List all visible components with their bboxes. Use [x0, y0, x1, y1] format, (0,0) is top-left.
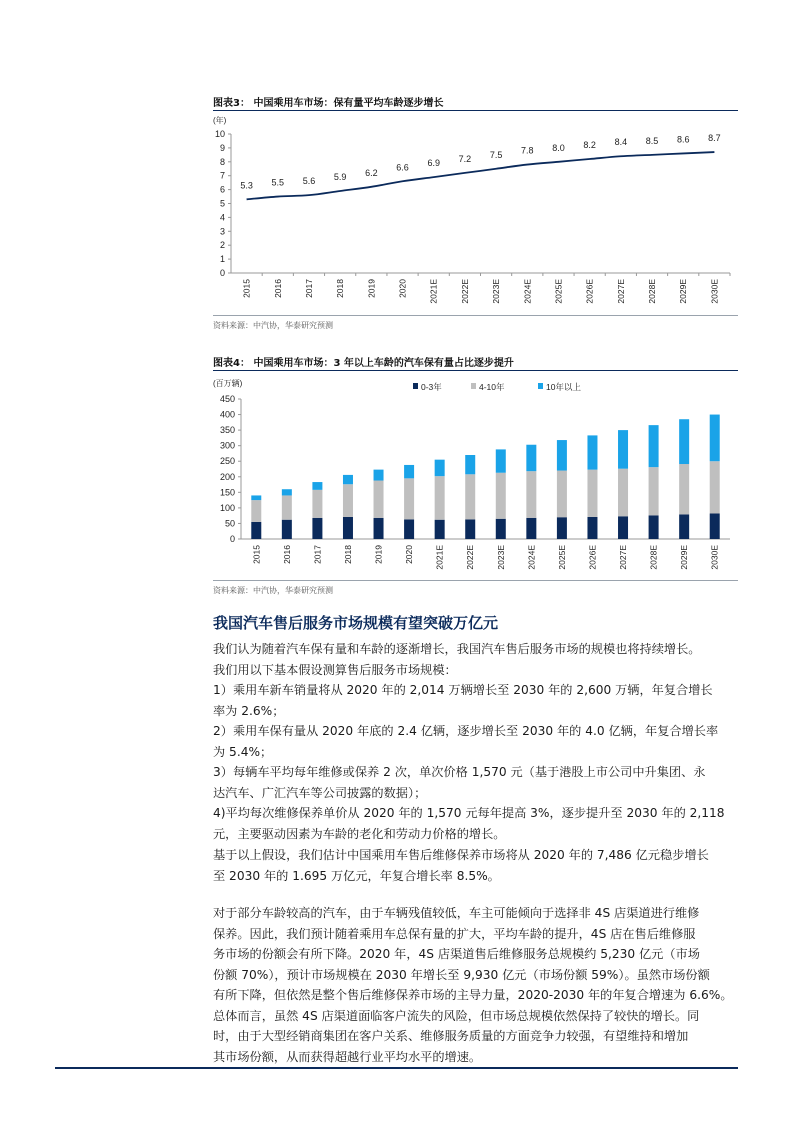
- bar-segment: [710, 461, 720, 513]
- y-tick-label: 0: [219, 268, 225, 278]
- data-label: 8.6: [676, 134, 690, 145]
- x-tick-label: 2024E: [522, 279, 533, 304]
- y-tick-label: 450: [219, 394, 235, 404]
- text-line: 达汽车、广汇汽车等公司披露的数据）；: [213, 785, 427, 800]
- bar-segment: [435, 476, 445, 520]
- bar-segment: [496, 519, 506, 539]
- x-tick-label: 2021E: [428, 279, 439, 304]
- text-line: 务市场的份额会有所下降。2020 年，4S 店渠道售后维修服务总规模约 5,230 亿元（市场: [213, 947, 700, 961]
- y-tick-label: 4: [219, 212, 225, 223]
- y-tick-label: 350: [219, 425, 235, 436]
- bar-segment: [343, 517, 353, 539]
- x-tick-label: 2029E: [678, 279, 689, 304]
- text-line: 时，由于大型经销商集团在客户关系、维修服务质量的方面竞争力较强，有望维持和增加: [213, 1029, 689, 1043]
- x-tick-label: 2021E: [434, 545, 445, 570]
- x-tick-label: 2022E: [465, 545, 476, 570]
- text-line: 元，主要驱动因素为车龄的老化和劳动力价格的增长。: [213, 826, 506, 841]
- y-tick-label: 6: [219, 184, 225, 195]
- x-tick-label: 2030E: [709, 545, 720, 570]
- x-tick-label: 2015: [251, 545, 262, 564]
- x-tick-label: 2017: [303, 279, 314, 298]
- bar-segment: [710, 415, 720, 462]
- text-line: 保养。因此，我们预计随着乘用车总保有量的扩大，平均车龄的提升，4S 店在售后维修服: [213, 926, 696, 941]
- text-line: 3）每辆车平均每年维修或保养 2 次，单次价格 1,570 元（基于港股上市公司中升集团、永: [213, 765, 706, 779]
- y-tick-label: 9: [219, 142, 225, 153]
- y-tick-label: 10: [214, 129, 225, 139]
- y-tick-label: 100: [219, 502, 235, 513]
- x-tick-label: 2020: [397, 279, 408, 298]
- bar-segment: [679, 419, 689, 464]
- data-label: 6.9: [427, 158, 440, 169]
- text-line: 4)平均每次维修保养单价从 2020 年的 1,570 元每年提高 3%，逐步提升至 2030 年的 2,118: [213, 806, 725, 820]
- data-label: 5.3: [240, 180, 253, 191]
- legend-label: 4-10年: [479, 382, 505, 392]
- line-chart-average-age: [200, 112, 760, 312]
- x-tick-label: 2016: [281, 545, 292, 564]
- x-tick-label: 2026E: [584, 279, 595, 304]
- x-tick-label: 2016: [272, 279, 283, 298]
- bar-segment: [526, 445, 536, 471]
- bar-segment: [374, 518, 384, 539]
- figure3-source: 资料来源：中汽协，华泰研究预测: [213, 321, 333, 330]
- bar-segment: [251, 522, 261, 539]
- legend-swatch: [471, 383, 476, 389]
- paragraph-estimate: [213, 845, 740, 886]
- x-tick-label: 2022E: [459, 279, 470, 304]
- bar-segment: [649, 515, 659, 539]
- text-line: 有所下降，但依然是整个售后维修保养市场的主导力量，2020-2030 年的年复合增速为 6.6%。: [213, 988, 733, 1002]
- bar-segment: [710, 513, 720, 539]
- bar-segment: [496, 473, 506, 519]
- text-line: 我们用以下基本假设测算售后服务市场规模：: [213, 662, 457, 677]
- bar-segment: [374, 481, 384, 518]
- y-tick-label: 7: [219, 170, 225, 181]
- y-tick-label: 8: [219, 156, 225, 167]
- x-tick-label: 2027E: [618, 545, 629, 570]
- bar-segment: [587, 517, 597, 539]
- y-tick-label: 3: [219, 226, 225, 237]
- y-tick-label: 0: [229, 534, 235, 544]
- y-tick-label: 50: [224, 518, 235, 529]
- data-label: 7.2: [458, 153, 472, 164]
- y-tick-label: 300: [219, 440, 235, 451]
- data-label: 8.0: [552, 142, 565, 153]
- footer-rule: [55, 1067, 738, 1069]
- bar-segment: [679, 514, 689, 539]
- text-line: 2）乘用车保有量从 2020 年底的 2.4 亿辆，逐步增长至 2030 年的 4.0 亿辆，年复合增长率: [213, 724, 719, 738]
- y-tick-label: 200: [219, 471, 235, 482]
- figure4-source: 资料来源：中汽协，华泰研究预测: [213, 586, 333, 595]
- data-label: 8.4: [614, 137, 628, 148]
- bar-segment: [374, 470, 384, 481]
- bar-segment: [587, 435, 597, 469]
- text-line: 为 5.4%；: [213, 744, 273, 759]
- bar-segment: [435, 460, 445, 476]
- figure3-title: 图表3： 中国乘用车市场：保有量平均车龄逐步增长: [213, 98, 444, 109]
- figure4-bottom-rule: [213, 580, 738, 581]
- bar-segment: [465, 474, 475, 519]
- bar-segment: [435, 520, 445, 539]
- bar-segment: [618, 516, 628, 539]
- data-label: 8.2: [583, 140, 596, 151]
- bar-segment: [312, 482, 322, 490]
- paragraph-assumptions: [213, 639, 740, 844]
- x-tick-label: 2020: [404, 545, 415, 564]
- text-line: 其市场份额，从而获得超越行业平均水平的增速。: [213, 1049, 482, 1064]
- text-line: 基于以上假设，我们估计中国乘用车售后维修保养市场将从 2020 年的 7,486 亿元稳步增长: [213, 848, 709, 862]
- text-line: 率为 2.6%；: [213, 703, 285, 718]
- paragraph-4s-share: [213, 903, 740, 1067]
- bar-segment: [526, 518, 536, 539]
- bar-segment: [649, 467, 659, 515]
- data-label: 5.5: [271, 177, 285, 188]
- bar-segment: [679, 464, 689, 514]
- data-label: 6.2: [365, 167, 378, 178]
- figure3-bottom-rule: [213, 315, 738, 316]
- bar-segment: [557, 517, 567, 539]
- x-tick-label: 2019: [373, 545, 384, 564]
- bar-segment: [465, 455, 475, 474]
- bar-segment: [496, 449, 506, 472]
- x-tick-label: 2018: [342, 545, 353, 564]
- text-line: 至 2030 年的 1.695 万亿元，年复合增长率 8.5%。: [213, 868, 500, 883]
- x-tick-label: 2025E: [553, 279, 564, 304]
- data-label: 5.9: [333, 171, 347, 182]
- x-tick-label: 2015: [241, 279, 252, 298]
- bar-segment: [282, 520, 292, 539]
- bar-segment: [251, 500, 261, 522]
- bar-segment: [343, 475, 353, 484]
- figure4-title: 图表4： 中国乘用车市场：3 年以上车龄的汽车保有量占比逐步提升: [213, 358, 514, 369]
- section-title: 我国汽车售后服务市场规模有望突破万亿元: [213, 614, 499, 632]
- figure3-top-rule: [213, 110, 738, 111]
- bar-segment: [618, 430, 628, 469]
- bar-segment: [282, 495, 292, 519]
- y-tick-label: 400: [219, 409, 235, 420]
- y-tick-label: 150: [219, 487, 235, 498]
- data-label: 8.5: [645, 135, 659, 146]
- x-tick-label: 2027E: [615, 279, 626, 304]
- bar-segment: [343, 484, 353, 517]
- x-tick-label: 2024E: [526, 545, 537, 570]
- data-label: 7.8: [521, 145, 534, 156]
- legend-label: 10年以上: [546, 382, 581, 392]
- data-label: 7.5: [489, 149, 503, 160]
- y-tick-label: 5: [219, 198, 225, 209]
- y-tick-label: 2: [219, 240, 225, 251]
- x-tick-label: 2018: [335, 279, 346, 298]
- data-label: 8.7: [708, 133, 721, 144]
- bar-segment: [618, 469, 628, 517]
- bar-segment: [312, 518, 322, 539]
- y-tick-label: 250: [219, 456, 235, 467]
- text-line: 我们认为随着汽车保有量和车龄的逐渐增长，我国汽车售后服务市场的规模也将持续增长。: [213, 642, 701, 656]
- x-tick-label: 2028E: [648, 545, 659, 570]
- stacked-bar-chart-fleet-age: [200, 372, 760, 582]
- legend-swatch: [413, 383, 418, 389]
- x-tick-label: 2023E: [491, 279, 502, 304]
- bar-segment: [404, 519, 414, 539]
- text-line: 对于部分车龄较高的汽车，由于车辆残值较低，车主可能倾向于选择非 4S 店渠道进行维修: [213, 906, 700, 920]
- bar-segment: [404, 478, 414, 519]
- y-tick-label: 1: [219, 254, 225, 265]
- bar-segment: [649, 425, 659, 467]
- bar-segment: [526, 471, 536, 518]
- bar-segment: [312, 490, 322, 518]
- bar-segment: [282, 489, 292, 495]
- bar-segment: [587, 470, 597, 517]
- x-tick-label: 2029E: [679, 545, 690, 570]
- data-label: 5.6: [302, 176, 316, 187]
- x-tick-label: 2028E: [647, 279, 658, 304]
- text-line: 1）乘用车新车销量将从 2020 年的 2,014 万辆增长至 2030 年的 2,600 万辆，年复合增长: [213, 683, 713, 697]
- x-tick-label: 2025E: [556, 545, 567, 570]
- data-label: 6.6: [396, 162, 409, 173]
- x-tick-label: 2026E: [587, 545, 598, 570]
- y-axis-unit-label: (年): [213, 116, 227, 125]
- bar-segment: [465, 519, 475, 539]
- text-line: 份额 70%），预计市场规模在 2030 年增长至 9,930 亿元（市场份额 59%）。虽然市场份额: [213, 967, 710, 982]
- figure4-top-rule: [213, 370, 738, 371]
- x-tick-label: 2030E: [709, 279, 720, 304]
- x-tick-label: 2023E: [495, 545, 506, 570]
- x-tick-label: 2019: [366, 279, 377, 298]
- legend-label: 0-3年: [421, 382, 442, 392]
- legend-swatch: [538, 383, 543, 389]
- bar-segment: [251, 495, 261, 500]
- bar-segment: [557, 440, 567, 470]
- bar-segment: [404, 465, 414, 478]
- x-tick-label: 2017: [312, 545, 323, 564]
- bar-segment: [557, 471, 567, 518]
- text-line: 总体而言，虽然 4S 店渠道面临客户流失的风险，但市场总规模依然保持了较快的增长。同: [213, 1008, 700, 1023]
- y-axis-unit-label: (百万辆): [213, 379, 243, 388]
